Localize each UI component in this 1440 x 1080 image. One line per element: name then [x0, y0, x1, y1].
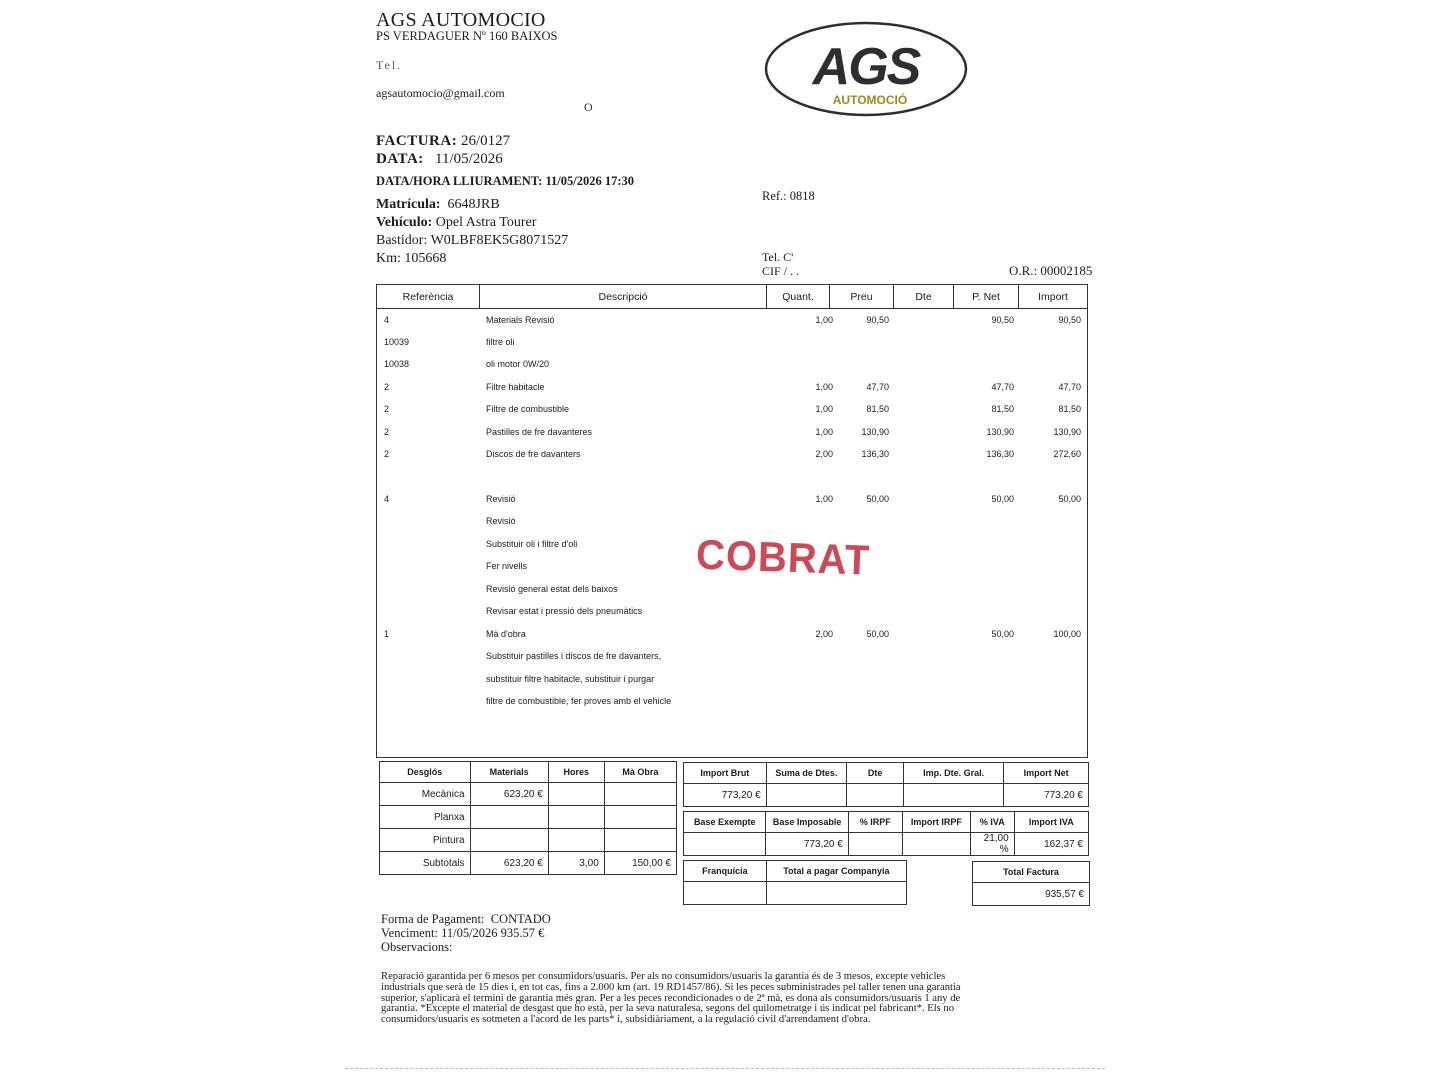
- breakdown-labour: [604, 806, 676, 829]
- col-header-net: P. Net: [954, 285, 1019, 309]
- totals-table-insurance: [683, 860, 907, 905]
- item-net-price: 136,30: [986, 449, 1014, 459]
- col-header-price: Preu: [830, 285, 894, 309]
- item-price: 50,00: [866, 629, 889, 639]
- table-row: [377, 578, 1089, 600]
- item-net-price: 90,50: [991, 315, 1014, 325]
- item-description: Substituir pastilles i discos de fre davanters,: [486, 651, 662, 661]
- item-reference: 4: [384, 315, 390, 325]
- item-description: Materials Revisió: [486, 315, 555, 325]
- invoice-date: DATA: 11/05/2026: [376, 151, 503, 167]
- breakdown-table: [379, 761, 677, 875]
- table-row: [377, 623, 1089, 645]
- logo-sub-text: AUTOMOCIÓ: [832, 93, 908, 107]
- table-row: [377, 421, 1089, 443]
- item-price: 90,50: [866, 315, 889, 325]
- discount: [847, 784, 904, 807]
- table-row: [377, 331, 1089, 353]
- totals-header: Dte: [847, 763, 904, 784]
- taxable-base: 773,20 €: [766, 833, 848, 856]
- exempt-base: [684, 833, 766, 856]
- item-price: 130,90: [861, 427, 889, 437]
- page-edge-divider: [345, 1068, 1105, 1069]
- totals-header: Imp. Dte. Gral.: [903, 763, 1003, 784]
- totals-table-tax: [683, 811, 1089, 856]
- payment-due: Venciment: 11/05/2026 935.57 €: [381, 926, 545, 940]
- item-description: filtre oli: [486, 337, 515, 347]
- insurance-header: Franquícia: [684, 861, 767, 882]
- item-reference: 2: [384, 404, 390, 414]
- breakdown-label: Mecànica: [380, 783, 471, 806]
- table-row: [377, 668, 1089, 690]
- gross-amount: 773,20 €: [684, 784, 767, 807]
- insurance-header: Total a pagar Companyia: [766, 861, 906, 882]
- item-description: oli motor 0W/20: [486, 359, 550, 369]
- item-description: Revisió general estat dels baixos: [486, 584, 618, 594]
- item-description: Filtre de combustible: [486, 404, 570, 414]
- item-reference: 10039: [384, 337, 410, 347]
- item-quantity: 1,00: [815, 315, 833, 325]
- item-quantity: 2,00: [815, 449, 833, 459]
- item-price: 50,00: [866, 494, 889, 504]
- client-cif: CIF / . .: [762, 264, 800, 278]
- item-description: Revisió: [486, 494, 516, 504]
- item-net-price: 130,90: [986, 427, 1014, 437]
- company-phone: Tel.: [376, 58, 403, 72]
- breakdown-hours: [548, 829, 604, 852]
- tax-header: Import IRPF: [902, 812, 970, 833]
- item-net-price: 47,70: [991, 382, 1014, 392]
- breakdown-label: Pintura: [380, 829, 471, 852]
- item-description: Discos de fre davanters: [486, 449, 581, 459]
- table-row: [380, 783, 677, 806]
- company-name: AGS AUTOMOCIO: [376, 9, 546, 31]
- iva-percent: 21,00 %: [970, 833, 1014, 856]
- breakdown-labour: [604, 829, 676, 852]
- vehicle-km: Km: 105668: [376, 251, 447, 266]
- table-row: [377, 645, 1089, 667]
- item-reference: 2: [384, 449, 390, 459]
- reference: Ref.: 0818: [762, 189, 815, 203]
- payment-notes: Observacions:: [381, 940, 453, 954]
- net-amount: 773,20 €: [1004, 784, 1089, 807]
- breakdown-label: Planxa: [380, 806, 471, 829]
- irpf-amount: [902, 833, 970, 856]
- iva-amount: 162,37 €: [1014, 833, 1088, 856]
- item-description: Revisió: [486, 516, 516, 526]
- paid-stamp: COBRAT: [695, 531, 871, 585]
- breakdown-hours: 3,00: [548, 852, 604, 875]
- totals-header: Suma de Dtes.: [766, 763, 847, 784]
- col-header-discount: Dte: [894, 285, 954, 309]
- item-description: Pastilles de fre davanteres: [486, 427, 593, 437]
- tax-header: Base Imposable: [766, 812, 848, 833]
- table-row: [377, 510, 1089, 532]
- breakdown-header: Desglós: [380, 762, 471, 783]
- company-address: PS VERDAGUER Nº 160 BAIXOS: [376, 29, 558, 43]
- breakdown-header: Hores: [548, 762, 604, 783]
- irpf-percent: [848, 833, 902, 856]
- col-header-ref: Referència: [377, 285, 480, 309]
- col-header-qty: Quant.: [767, 285, 830, 309]
- item-import: 90,50: [1058, 315, 1081, 325]
- client-tel: Tel. C': [762, 250, 794, 264]
- table-row: [377, 309, 1089, 331]
- vehicle-model: Vehículo: Opel Astra Tourer: [376, 215, 537, 230]
- logo-main-text: AGS: [812, 38, 920, 96]
- tax-header: Import IVA: [1014, 812, 1088, 833]
- item-import: 81,50: [1058, 404, 1081, 414]
- discount-sum: [766, 784, 847, 807]
- general-discount: [903, 784, 1003, 807]
- breakdown-label: Subtotals: [380, 852, 471, 875]
- item-description: Substituir oli i filtre d'oli: [486, 539, 578, 549]
- item-import: 100,00: [1053, 629, 1081, 639]
- totals-header: Import Brut: [684, 763, 767, 784]
- breakdown-materials: [470, 806, 548, 829]
- item-price: 47,70: [866, 382, 889, 392]
- table-row: [377, 443, 1089, 465]
- total-invoice-label: Total Factura: [973, 862, 1090, 883]
- item-import: 272,60: [1053, 449, 1081, 459]
- item-description: filtre de combustible, fer proves amb el vehicle: [486, 696, 672, 706]
- breakdown-hours: [548, 806, 604, 829]
- totals-header: Import Net: [1004, 763, 1089, 784]
- item-reference: 2: [384, 427, 390, 437]
- item-reference: 2: [384, 382, 390, 392]
- total-invoice-table: [972, 861, 1090, 906]
- item-reference: 10038: [384, 359, 410, 369]
- scan-mark: O: [584, 100, 593, 114]
- company-logo: [764, 20, 968, 118]
- breakdown-header: Mà Obra: [604, 762, 676, 783]
- table-row: [380, 806, 677, 829]
- tax-header: % IRPF: [848, 812, 902, 833]
- breakdown-hours: [548, 783, 604, 806]
- franchise-amount: [684, 882, 767, 905]
- table-row: [377, 353, 1089, 375]
- vehicle-vin: Bastidor: W0LBF8EK5G8071527: [376, 233, 569, 248]
- item-description: Revisar estat i pressió dels pneumàtics: [486, 606, 643, 616]
- table-row: [377, 398, 1089, 420]
- payment-method: Forma de Pagament: CONTADO: [381, 912, 551, 926]
- item-net-price: 50,00: [991, 629, 1014, 639]
- table-row: [380, 852, 677, 875]
- vehicle-plate: Matrícula: 6648JRB: [376, 197, 500, 212]
- item-description: Fer nivells: [486, 561, 528, 571]
- item-import: 47,70: [1058, 382, 1081, 392]
- table-row: [377, 376, 1089, 398]
- company-total: [766, 882, 906, 905]
- item-import: 130,90: [1053, 427, 1081, 437]
- item-price: 136,30: [861, 449, 889, 459]
- item-description: Filtre habitacle: [486, 382, 545, 392]
- item-net-price: 81,50: [991, 404, 1014, 414]
- warranty-text: Reparació garantida per 6 mesos per consumidors/usuaris. Per als no consumidors/usuaris la garantia és de 3 mesos, excepte vehicles industrials que serà de 15 dies i, en tot cas, fins a 2.000 km (art. 19 RD1457/86). Si les peces subministrades pel taller tenen una garantia superior, s'aplicarà el termini de garantia més gran. Per a les peces recondicionades o de 2ª mà, es dona als consumidors/usuaris 1 any de garantia. *Excepte el material de desgast que ho està, per la seva naturalesa, segons del quilometratge i ús indicat pel fabricant*. Els no consumidors/usuaris es sotmeten a l'acord de les parts* i, subsidiàriament, a la regulació civil d'arrendament d'obra.: [381, 971, 961, 1026]
- item-reference: 1: [384, 629, 390, 639]
- breakdown-materials: 623,20 €: [470, 783, 548, 806]
- item-quantity: 1,00: [815, 494, 833, 504]
- item-reference: 4: [384, 494, 390, 504]
- tax-header: Base Exempte: [684, 812, 766, 833]
- work-order: O.R.: 00002185: [1009, 263, 1093, 278]
- totals-table-gross: [683, 762, 1089, 807]
- item-quantity: 1,00: [815, 404, 833, 414]
- breakdown-labour: 150,00 €: [604, 852, 676, 875]
- breakdown-header: Materials: [470, 762, 548, 783]
- item-quantity: 2,00: [815, 629, 833, 639]
- breakdown-labour: [604, 783, 676, 806]
- total-invoice-value: 935,57 €: [973, 883, 1090, 906]
- breakdown-materials: 623,20 €: [470, 852, 548, 875]
- item-description: Mà d'obra: [486, 629, 526, 639]
- table-row: [377, 488, 1089, 510]
- item-quantity: 1,00: [815, 382, 833, 392]
- tax-header: % IVA: [970, 812, 1014, 833]
- breakdown-materials: [470, 829, 548, 852]
- item-quantity: 1,00: [815, 427, 833, 437]
- item-price: 81,50: [866, 404, 889, 414]
- items-table: [376, 284, 1088, 758]
- table-row: [377, 600, 1089, 622]
- table-row: [380, 829, 677, 852]
- col-header-desc: Descripció: [480, 285, 767, 309]
- delivery-datetime: DATA/HORA LLIURAMENT: 11/05/2026 17:30: [376, 174, 634, 188]
- table-row: [377, 690, 1089, 712]
- invoice-number: FACTURA: 26/0127: [376, 133, 511, 149]
- table-row: [377, 466, 1089, 488]
- item-import: 50,00: [1058, 494, 1081, 504]
- col-header-import: Import: [1019, 285, 1087, 309]
- item-description: substituir filtre habitacle, substituir i purgar: [486, 674, 655, 684]
- item-net-price: 50,00: [991, 494, 1014, 504]
- company-email: agsautomocio@gmail.com: [376, 86, 505, 100]
